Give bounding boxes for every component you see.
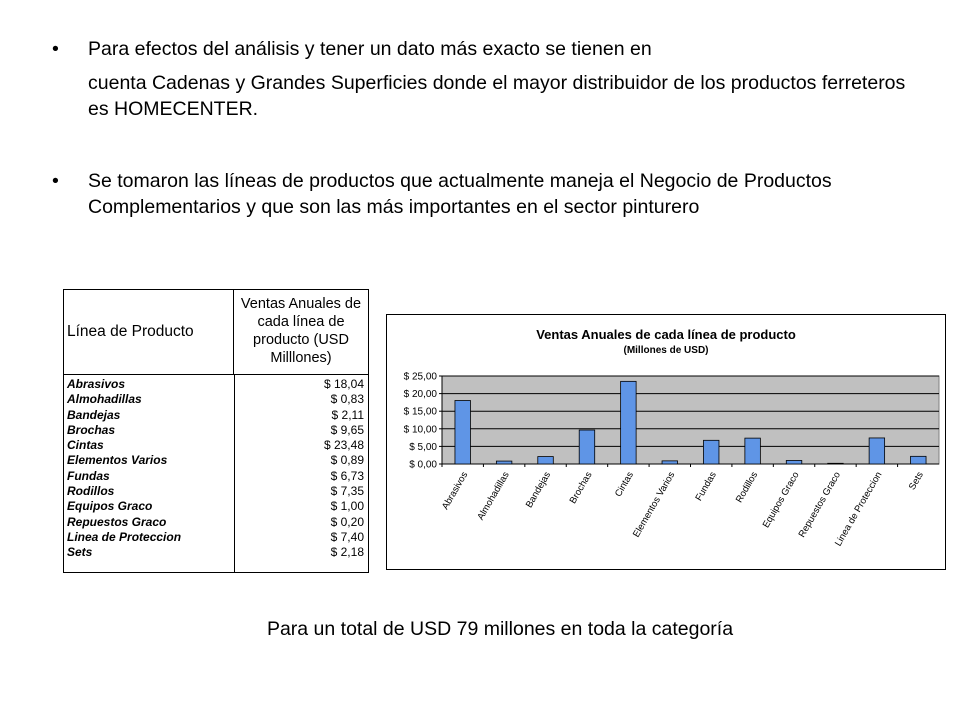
chart-bar [828, 463, 844, 464]
chart-x-tick-label: Cintas [612, 470, 636, 499]
chart-bar [786, 460, 802, 464]
chart-bar [911, 456, 927, 464]
table-row [64, 377, 368, 392]
table-row [64, 530, 368, 545]
chart-y-tick-label: $ 25,00 [403, 371, 437, 383]
chart-bar [662, 461, 678, 464]
bullet-product-lines-text: Se tomaron las líneas de productos que actualmente maneja el Negocio de Productos Complementarios y que son las más importantes en el sector pinturero [88, 170, 832, 218]
table-header-annual-sales: Ventas Anuales de cada línea de producto (USD Milllones) [234, 290, 368, 375]
bullet-analysis-line2: cuenta Cadenas y Grandes Superficies donde el mayor distribuidor de los productos ferreteros es HOMECENTER. [88, 72, 906, 120]
sales-chart-svg [387, 315, 945, 569]
sales-table [63, 289, 369, 573]
chart-plot-area [442, 376, 939, 464]
table-cell-value: $ 9,65 [330, 422, 364, 437]
table-body [64, 377, 368, 561]
table-cell-product: Brochas [67, 422, 116, 437]
chart-y-tick-label: $ 20,00 [403, 389, 437, 401]
table-row [64, 499, 368, 514]
chart-y-tick-label: $ 0,00 [409, 459, 437, 471]
sales-chart [386, 314, 946, 570]
table-cell-product: Cintas [67, 438, 104, 453]
chart-x-tick-label: Fundas [693, 470, 719, 503]
table-cell-value: $ 23,48 [323, 438, 364, 453]
chart-x-tick-label: Abrasivos [439, 470, 471, 512]
table-header-product-line: Línea de Producto [64, 290, 234, 375]
table-cell-product: Bandejas [67, 407, 121, 422]
chart-x-tick-label: Equipos Graco [760, 470, 802, 530]
chart-bar [745, 438, 761, 464]
table-cell-product: Fundas [67, 468, 110, 483]
table-row [64, 408, 368, 423]
table-cell-value: $ 7,40 [330, 529, 364, 544]
table-cell-product: Rodillos [67, 484, 115, 499]
chart-bar [455, 400, 471, 464]
chart-bar [496, 461, 512, 464]
table-cell-value: $ 2,18 [330, 545, 364, 560]
table-row [64, 545, 368, 560]
table-cell-product: Abrasivos [67, 377, 126, 391]
chart-x-tick-label: Brochas [567, 470, 595, 506]
table-cell-value: $ 7,35 [330, 484, 364, 499]
table-row [64, 392, 368, 407]
chart-bar [869, 438, 885, 464]
bullet-marker: • [52, 38, 59, 60]
footer-total: Para un total de USD 79 millones en toda la categoría [266, 618, 734, 640]
chart-x-tick-label: Almohadillas [475, 470, 512, 523]
chart-x-tick-label: Rodillos [733, 470, 761, 505]
table-cell-value: $ 2,11 [331, 407, 364, 422]
chart-y-tick-label: $ 5,00 [409, 441, 437, 453]
chart-x-tick-label: Repuestos Graco [796, 470, 844, 540]
table-row [64, 469, 368, 484]
table-row [64, 423, 368, 438]
table-cell-value: $ 6,73 [330, 468, 364, 483]
table-row [64, 453, 368, 468]
chart-bar [621, 381, 637, 464]
table-cell-value: $ 18,04 [323, 377, 364, 391]
chart-x-tick-label: Bandejas [523, 470, 554, 510]
chart-bar [703, 440, 719, 464]
table-cell-product: Linea de Proteccion [67, 529, 182, 544]
table-row [64, 484, 368, 499]
chart-title: Ventas Anuales de cada línea de producto [536, 327, 796, 342]
chart-subtitle: (Millones de USD) [623, 345, 709, 356]
chart-bar [579, 430, 595, 464]
table-cell-product: Repuestos Graco [67, 514, 167, 529]
table-cell-product: Sets [67, 545, 93, 560]
chart-x-tick-label: Linea de Proteccion [832, 470, 885, 549]
chart-y-tick-label: $ 10,00 [403, 424, 437, 436]
table-cell-product: Almohadillas [67, 392, 142, 407]
chart-x-tick-label: Elementos Varios [630, 470, 678, 540]
bullet-marker: • [52, 170, 59, 192]
table-cell-value: $ 0,89 [330, 453, 364, 468]
table-cell-product: Elementos Varios [67, 453, 168, 468]
table-cell-product: Equipos Graco [67, 499, 153, 514]
bullet-analysis-line1: Para efectos del análisis y tener un dato más exacto se tienen en [88, 38, 652, 60]
chart-x-tick-label: Sets [906, 470, 926, 492]
table-row [64, 438, 368, 453]
table-cell-value: $ 0,83 [330, 392, 364, 407]
chart-bar [538, 457, 554, 464]
table-row [64, 515, 368, 530]
chart-y-tick-label: $ 15,00 [403, 406, 437, 418]
table-cell-value: $ 0,20 [330, 514, 364, 529]
table-cell-value: $ 1,00 [330, 499, 364, 514]
